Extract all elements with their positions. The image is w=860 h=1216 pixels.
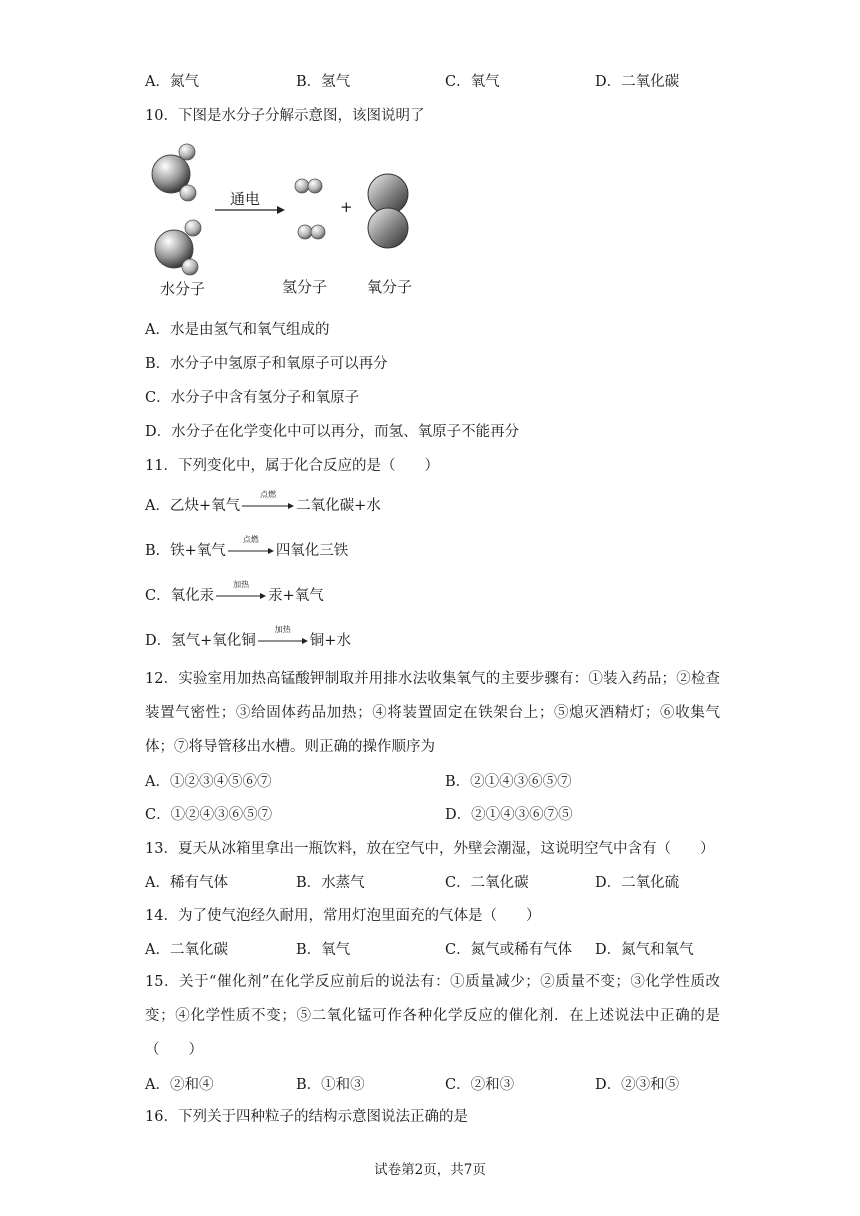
q9-option-d: D．二氧化碳 [595, 74, 680, 90]
products: 四氧化三铁 [275, 543, 349, 559]
option-letter: A． [145, 498, 170, 514]
q12-option-b: B．②①④③⑥⑤⑦ [445, 774, 572, 790]
q16-stem: 16．下列关于四种粒子的结构示意图说法正确的是 [145, 1109, 468, 1125]
q15-option-c: C．②和③ [445, 1077, 515, 1093]
hydrogen-molecule-1 [295, 179, 322, 193]
arrow-icon [242, 502, 294, 510]
reaction-condition: 加热 [233, 580, 250, 589]
electrolysis-condition-label: 通电 [230, 190, 261, 208]
water-molecule-1 [152, 144, 196, 201]
q13-option-d: D．二氧化硫 [595, 875, 680, 891]
reaction-condition: 点燃 [260, 490, 277, 499]
reactants: 铁+氧气 [170, 543, 226, 559]
plus-sign: + [340, 198, 353, 216]
water-molecule-label: 水分子 [160, 280, 206, 298]
q15-option-b: B．①和③ [296, 1077, 365, 1093]
q11-option-c [145, 580, 324, 606]
oxygen-molecule-label: 氧分子 [367, 278, 413, 296]
q13-option-c: C．二氧化碳 [445, 875, 529, 891]
option-letter: C． [145, 588, 171, 604]
q10-stem: 10．下图是水分子分解示意图，该图说明了 [145, 108, 425, 124]
products: 二氧化碳+水 [296, 498, 381, 514]
products: 铜+水 [309, 633, 351, 649]
q11-option-a [145, 490, 381, 516]
reaction-condition: 点燃 [242, 535, 259, 544]
reaction-condition: 加热 [274, 625, 291, 634]
q9-option-a: A．氮气 [145, 74, 199, 90]
q10-option-a: A．水是由氢气和氧气组成的 [145, 322, 330, 338]
hydrogen-molecule-2 [298, 225, 325, 239]
q14-option-c: C．氮气或稀有气体 [445, 942, 573, 958]
option-letter: B． [145, 543, 171, 559]
reactants: 氧化汞 [170, 588, 215, 604]
q14-option-d: D．氮气和氧气 [595, 942, 694, 958]
q13-option-b: B．水蒸气 [296, 875, 365, 891]
q12-option-c: C．①②④③⑥⑤⑦ [145, 807, 273, 823]
products: 汞+氧气 [268, 588, 324, 604]
q14-option-b: B．氧气 [296, 942, 351, 958]
water-decomposition-diagram [145, 140, 435, 302]
q9-option-c: C．氧气 [445, 74, 500, 90]
q14-stem: 14．为了使气泡经久耐用，常用灯泡里面充的气体是（ ） [145, 908, 541, 924]
oxygen-molecule [368, 174, 408, 248]
page-footer: 试卷第2页，共7页 [374, 1162, 486, 1178]
reaction-arrow [216, 580, 266, 600]
reactants: 乙炔+氧气 [169, 498, 241, 514]
q13-option-a: A．稀有气体 [145, 875, 228, 891]
reactants: 氢气+氧化铜 [171, 633, 256, 649]
q11-stem: 11．下列变化中，属于化合反应的是（ ） [145, 458, 439, 474]
reaction-arrow [258, 625, 308, 645]
q11-option-b [145, 535, 349, 561]
q13-stem: 13．夏天从冰箱里拿出一瓶饮料，放在空气中，外壁会潮湿，这说明空气中含有（ ） [145, 841, 715, 857]
q14-option-a: A．二氧化碳 [145, 942, 228, 958]
arrow-icon [216, 592, 266, 600]
q12-option-d: D．②①④③⑥⑦⑤ [445, 807, 573, 823]
q10-option-b: B．水分子中氢原子和氧原子可以再分 [145, 356, 388, 372]
arrow-icon [228, 547, 274, 555]
water-molecule-2 [155, 220, 201, 275]
option-letter: D． [145, 633, 172, 649]
reaction-arrow [228, 535, 274, 555]
arrow-icon [258, 637, 308, 645]
q10-option-d: D．水分子在化学变化中可以再分，而氢、氧原子不能再分 [145, 424, 520, 440]
q12-option-a: A．①②③④⑤⑥⑦ [145, 774, 272, 790]
q15-option-a: A．②和④ [145, 1077, 214, 1093]
reaction-arrow [242, 490, 294, 510]
hydrogen-molecule-label: 氢分子 [282, 278, 328, 296]
q15-option-d: D．②③和⑤ [595, 1077, 680, 1093]
q9-option-b: B．氢气 [296, 74, 351, 90]
q11-option-d [145, 625, 351, 651]
q12-stem: 12．实验室用加热高锰酸钾制取并用排水法收集氧气的主要步骤有：①装入药品；②检查装置气密性；③给固体药品加热；④将装置固定在铁架台上；⑤熄灭酒精灯；⑥收集气体；⑦将导管移出水槽。则正确的操作顺序为 [145, 671, 720, 755]
q10-option-c: C．水分子中含有氢分子和氧原子 [145, 390, 360, 406]
q15-stem: 15．关于“催化剂”在化学反应前后的说法有：①质量减少；②质量不变；③化学性质改变；④化学性质不变；⑤二氧化锰可作各种化学反应的催化剂．在上述说法中正确的是（ ） [145, 974, 720, 1058]
